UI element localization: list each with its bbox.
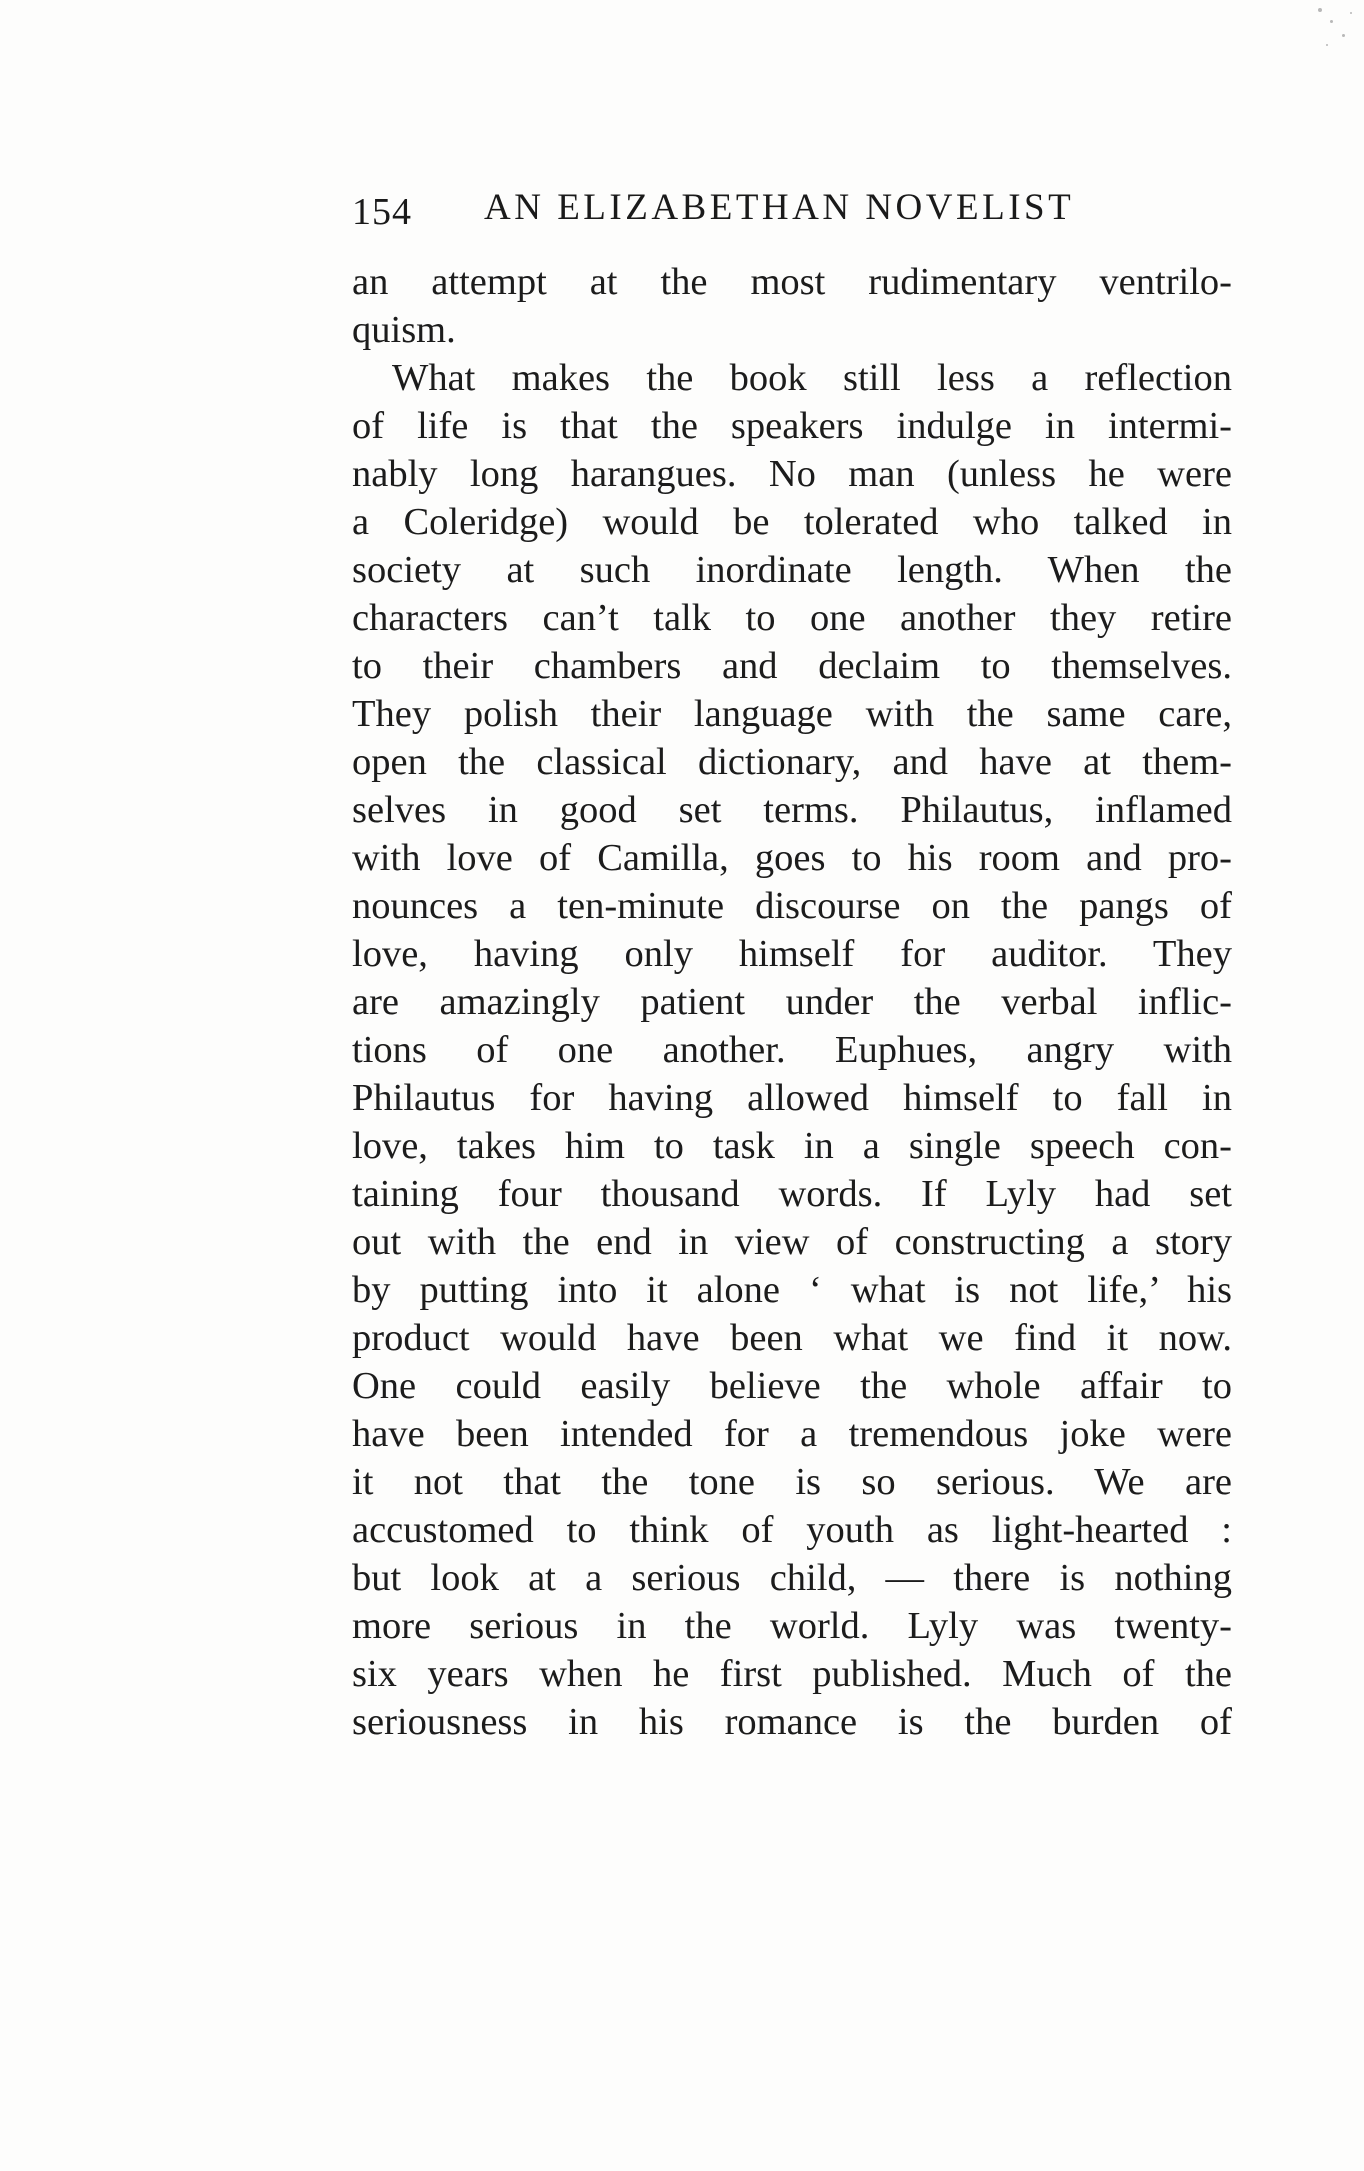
text-line: a Coleridge) would be tolerated who talked in [352, 501, 1232, 543]
text-line: quism. [352, 309, 456, 351]
text-line: taining four thousand words. If Lyly had set [352, 1173, 1232, 1215]
text-line: six years when he first published. Much of the [352, 1653, 1232, 1695]
scan-speck [1342, 34, 1345, 37]
text-line: One could easily believe the whole affair to [352, 1365, 1232, 1407]
text-line: have been intended for a tremendous joke were [352, 1413, 1232, 1455]
text-line: seriousness in his romance is the burden of [352, 1701, 1232, 1743]
text-line: love, takes him to task in a single speech con- [352, 1125, 1232, 1167]
text-line: more serious in the world. Lyly was twenty- [352, 1605, 1232, 1647]
text-line: with love of Camilla, goes to his room and pro- [352, 837, 1232, 879]
text-line: it not that the tone is so serious. We are [352, 1461, 1232, 1503]
text-line: society at such inordinate length. When the [352, 549, 1232, 591]
scan-speck [1318, 8, 1322, 12]
running-title: AN ELIZABETHAN NOVELIST [484, 187, 1075, 228]
text-line: an attempt at the most rudimentary ventrilo- [352, 261, 1232, 303]
text-line: characters can’t talk to one another they retire [352, 597, 1232, 639]
text-line: love, having only himself for auditor. They [352, 933, 1232, 975]
page-number: 154 [352, 191, 412, 233]
text-line: out with the end in view of constructing a story [352, 1221, 1232, 1263]
text-line: nounces a ten-minute discourse on the pangs of [352, 885, 1232, 927]
scan-speck [1330, 20, 1333, 23]
text-line: by putting into it alone ‘ what is not life,’ his [352, 1269, 1232, 1311]
text-line: accustomed to think of youth as light-hearted : [352, 1509, 1232, 1551]
running-head [352, 186, 1232, 236]
text-line: but look at a serious child, — there is nothing [352, 1557, 1232, 1599]
scan-speck [1350, 12, 1352, 14]
text-line: They polish their language with the same care, [352, 693, 1232, 735]
text-line: nably long harangues. No man (unless he were [352, 453, 1232, 495]
text-line: selves in good set terms. Philautus, inflamed [352, 789, 1232, 831]
text-line: open the classical dictionary, and have at them- [352, 741, 1232, 783]
text-line: What makes the book still less a reflection [392, 357, 1232, 399]
text-line: product would have been what we find it now. [352, 1317, 1232, 1359]
text-line: of life is that the speakers indulge in intermi- [352, 405, 1232, 447]
text-line: are amazingly patient under the verbal inflic- [352, 981, 1232, 1023]
text-line: tions of one another. Euphues, angry with [352, 1029, 1232, 1071]
body-text [352, 258, 1232, 1746]
scan-speck [1326, 44, 1328, 46]
text-line: to their chambers and declaim to themselves. [352, 645, 1232, 687]
text-line: Philautus for having allowed himself to fall in [352, 1077, 1232, 1119]
